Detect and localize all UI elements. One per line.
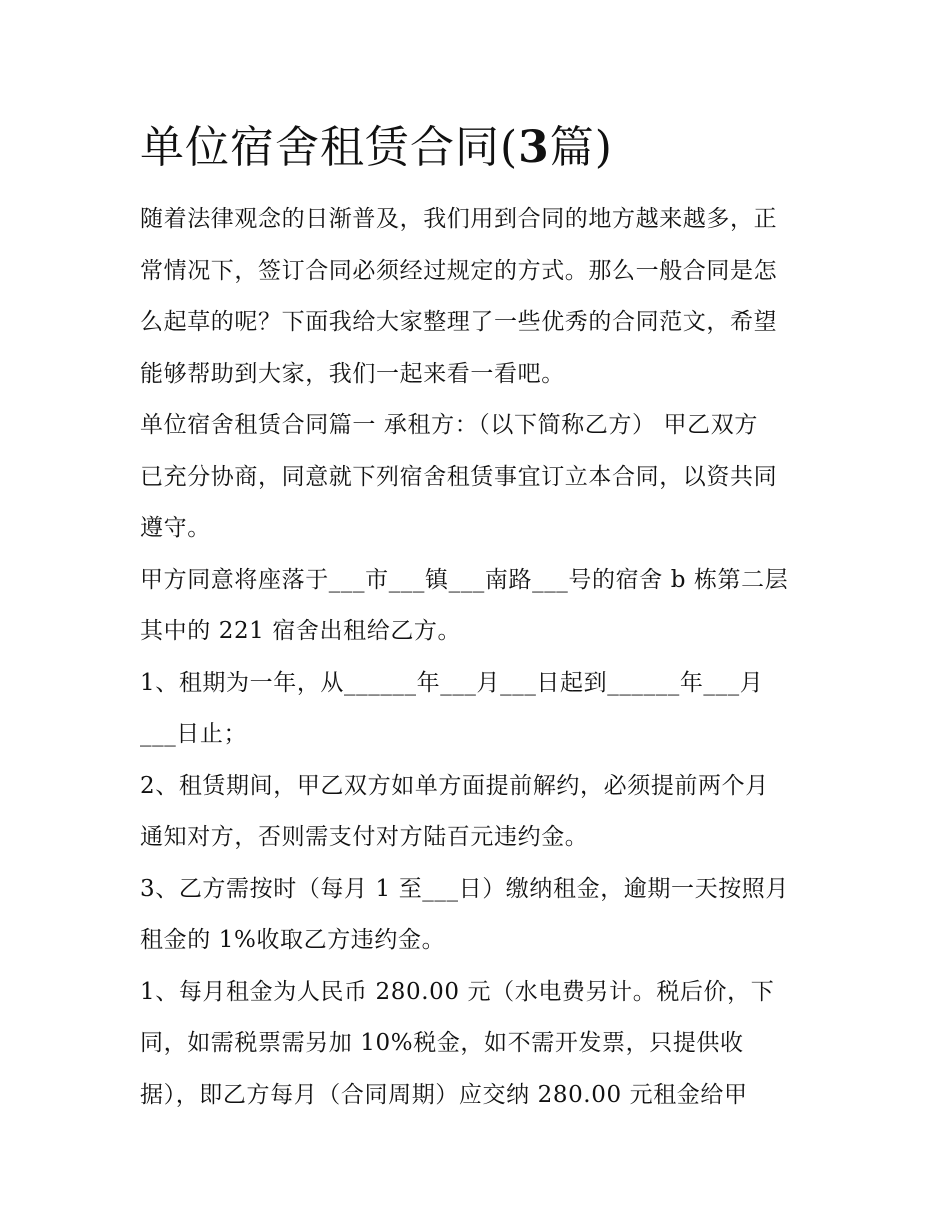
text-line: 租金的 1%收取乙方违约金。 — [140, 927, 446, 953]
text-line: 甲方同意将座落于___市___镇___南路___号的宿舍 b 栋第二层 — [140, 566, 789, 593]
document-title: 单位宿舍租赁合同(3篇) — [140, 122, 613, 173]
text-line: 3、乙方需按时（每月 1 至___日）缴纳租金，逾期一天按照月 — [140, 875, 789, 902]
title-count: 3 — [518, 122, 550, 173]
lease-term-clause — [140, 658, 812, 761]
text-line: 遵守。 — [140, 515, 211, 541]
text-line: ___日止； — [140, 721, 248, 747]
text-line: 能够帮助到大家，我们一起来看一看吧。 — [140, 360, 565, 387]
text-line: 1、每月租金为人民币 280.00 元（水电费另计。税后价，下 — [140, 978, 775, 1005]
text-line: 通知对方，否则需支付对方陆百元违约金。 — [140, 824, 589, 850]
contract-one-header-paragraph — [140, 400, 812, 555]
text-line: 其中的 221 宿舍出租给乙方。 — [140, 618, 462, 644]
text-line: 据），即乙方每月（合同周期）应交纳 280.00 元租金给甲 — [140, 1081, 748, 1108]
text-line: 同，如需税票需另加 10%税金，如不需开发票，只提供收 — [140, 1030, 744, 1056]
text-line: 2、租赁期间，甲乙双方如单方面提前解约，必须提前两个月 — [140, 772, 769, 799]
intro-paragraph — [140, 194, 812, 400]
text-line: 1、租期为一年，从______年___月___日起到______年___月 — [140, 669, 764, 696]
text-line: 单位宿舍租赁合同篇一 承租方：（以下简称乙方） 甲乙双方 — [140, 412, 758, 438]
text-line: 已充分协商，同意就下列宿舍租赁事宜订立本合同，以资共同 — [140, 463, 778, 490]
termination-clause — [140, 761, 812, 864]
rent-amount-clause — [140, 967, 812, 1122]
premises-paragraph — [140, 555, 812, 658]
text-line: 随着法律观念的日渐普及，我们用到合同的地方越来越多，正 — [140, 206, 778, 232]
payment-clause — [140, 864, 812, 967]
text-line: 常情况下，签订合同必须经过规定的方式。那么一般合同是怎 — [140, 257, 778, 284]
text-line: 么起草的呢？下面我给大家整理了一些优秀的合同范文，希望 — [140, 309, 778, 335]
document-page — [140, 112, 812, 1121]
